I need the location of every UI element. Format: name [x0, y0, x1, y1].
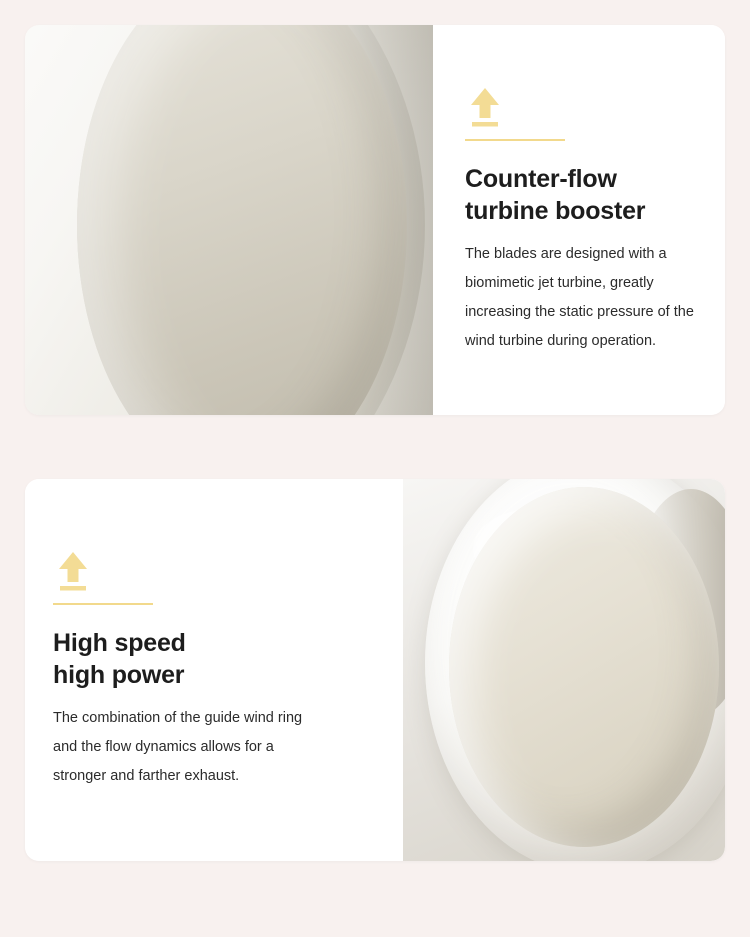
photo-vignette — [313, 25, 433, 415]
feature-body-bottom: The combination of the guide wind ring and the flow dynamics allows for a stronger and farther exhaust. — [53, 710, 303, 784]
feature-title-top — [465, 163, 697, 227]
feature-text-panel-top — [433, 25, 725, 415]
feature-title-bottom — [53, 627, 373, 691]
feature-title-bottom-line2: high power — [53, 661, 185, 689]
feature-title-bottom-line1: High speed — [53, 629, 186, 657]
feature-card-counter-flow-turbine-booster — [25, 25, 725, 415]
accent-rule-bottom — [53, 603, 153, 605]
blade-shape-1 — [162, 142, 221, 244]
feature-title-top-line2: turbine booster — [465, 196, 646, 225]
blade-shape-2 — [212, 114, 256, 266]
accent-group-top — [465, 85, 697, 141]
product-photo-turbine-blades — [25, 25, 433, 415]
feature-card-high-speed-high-power — [25, 479, 725, 861]
feature-text-panel-bottom — [25, 479, 403, 861]
feature-title-top-line1: Counter-flow — [465, 164, 617, 193]
up-arrow-icon — [53, 549, 93, 593]
blade-shape-3 — [118, 224, 198, 345]
duct-rim-highlight — [631, 489, 725, 719]
product-photo-duct-exterior — [403, 479, 725, 861]
accent-rule-top — [465, 139, 565, 141]
up-arrow-icon — [465, 85, 505, 129]
duct-specular-highlight — [473, 509, 593, 589]
accent-group-bottom — [53, 549, 373, 605]
feature-body-top: The blades are designed with a biomimetic jet turbine, greatly increasing the static pressure of the wind turbine during operation. — [465, 245, 694, 349]
